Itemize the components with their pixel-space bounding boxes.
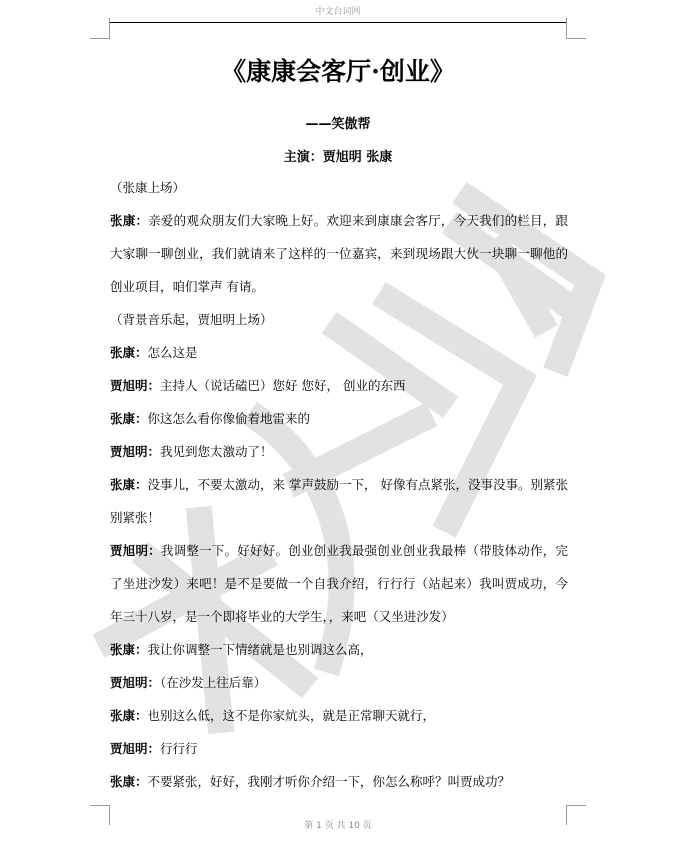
script-line — [110, 633, 568, 666]
cast-line: 主演：贾旭明 张康 — [283, 150, 393, 165]
line-text: （张康上场） — [110, 180, 186, 195]
script-line — [110, 369, 568, 402]
line-text: 我让你调整一下情绪就是也别调这么高， — [147, 642, 373, 657]
speaker-name: 贾旭明： — [110, 741, 161, 756]
speaker-name: 贾旭明： — [110, 444, 161, 459]
line-text: 没事儿，不要太激动，来 掌声鼓励一下， 好像有点紧张，没事没事。别紧张别紧张！ — [110, 477, 568, 525]
script-line — [110, 435, 568, 468]
speaker-name: 张康： — [110, 345, 148, 360]
script-line — [110, 402, 568, 435]
speaker-name: 贾旭明： — [110, 675, 161, 690]
header-rule — [109, 22, 567, 23]
line-text: 亲爱的观众朋友们大家晚上好。欢迎来到康康会客厅，今天我们的栏目，跟大家聊一聊创业，我们就请来了这样的一位嘉宾，来到现场跟大伙一块聊一聊他的创业项目，咱们掌声 有请。 — [110, 213, 568, 294]
script-line — [110, 732, 568, 765]
line-text: 不要紧张，好好，我刚才听你介绍一下，你怎么称呼？叫贾成功？ — [147, 774, 511, 789]
page-footer: 第 1 页 共 10 页 — [304, 821, 372, 831]
speaker-name: 贾旭明： — [110, 543, 161, 558]
speaker-name: 贾旭明： — [110, 378, 161, 393]
corner-mark-top-right — [566, 38, 586, 39]
line-text: 我调整一下。好好好。创业创业我最强创业创业我最棒（带肢体动作，完了坐进沙发）来吧！是不是要做一个自我介绍，行行行（站起来）我叫贾成功，今年三十八岁，是一个即将毕业的大学生，，来吧（又坐进沙发） — [110, 543, 568, 624]
script-line — [110, 468, 568, 534]
script-body — [110, 171, 568, 798]
author-line: ——笑傲帮 — [305, 117, 371, 132]
speaker-name: 张康： — [110, 213, 149, 228]
corner-mark-tr-v — [566, 18, 567, 38]
line-text: 我见到您太激动了！ — [160, 444, 273, 459]
script-line — [110, 303, 568, 336]
script-line — [110, 765, 568, 798]
corner-mark-bottom-right — [566, 805, 586, 806]
line-text: （背景音乐起，贾旭明上场） — [110, 312, 273, 327]
speaker-name: 张康： — [110, 411, 148, 426]
line-text: 怎么这是 — [147, 345, 198, 360]
speaker-name: 张康： — [110, 642, 148, 657]
line-text: 主持人（说话磕巴）您好 您好， 创业的东西 — [160, 378, 406, 393]
speaker-name: 张康： — [110, 774, 148, 789]
corner-mark-bottom-left — [90, 805, 110, 806]
line-text: 也别这么低，这不是你家炕头，就是正常聊天就行， — [147, 708, 436, 723]
speaker-name: 张康： — [110, 708, 148, 723]
corner-mark-tl-v — [109, 18, 110, 38]
script-line — [110, 699, 568, 732]
line-text: 行行行 — [160, 741, 198, 756]
speaker-name: 张康： — [110, 477, 148, 492]
page-header: 中文台词网 — [315, 7, 361, 17]
script-line — [110, 666, 568, 699]
script-line — [110, 171, 568, 204]
corner-mark-top-left — [90, 38, 110, 39]
line-text: 你这怎么看你像偷着地雷来的 — [147, 411, 311, 426]
script-line — [110, 534, 568, 633]
document-title: 《康康会客厅·创业》 — [221, 57, 455, 86]
script-line — [110, 204, 568, 303]
line-text: （在沙发上往后靠） — [160, 675, 267, 690]
script-line — [110, 336, 568, 369]
